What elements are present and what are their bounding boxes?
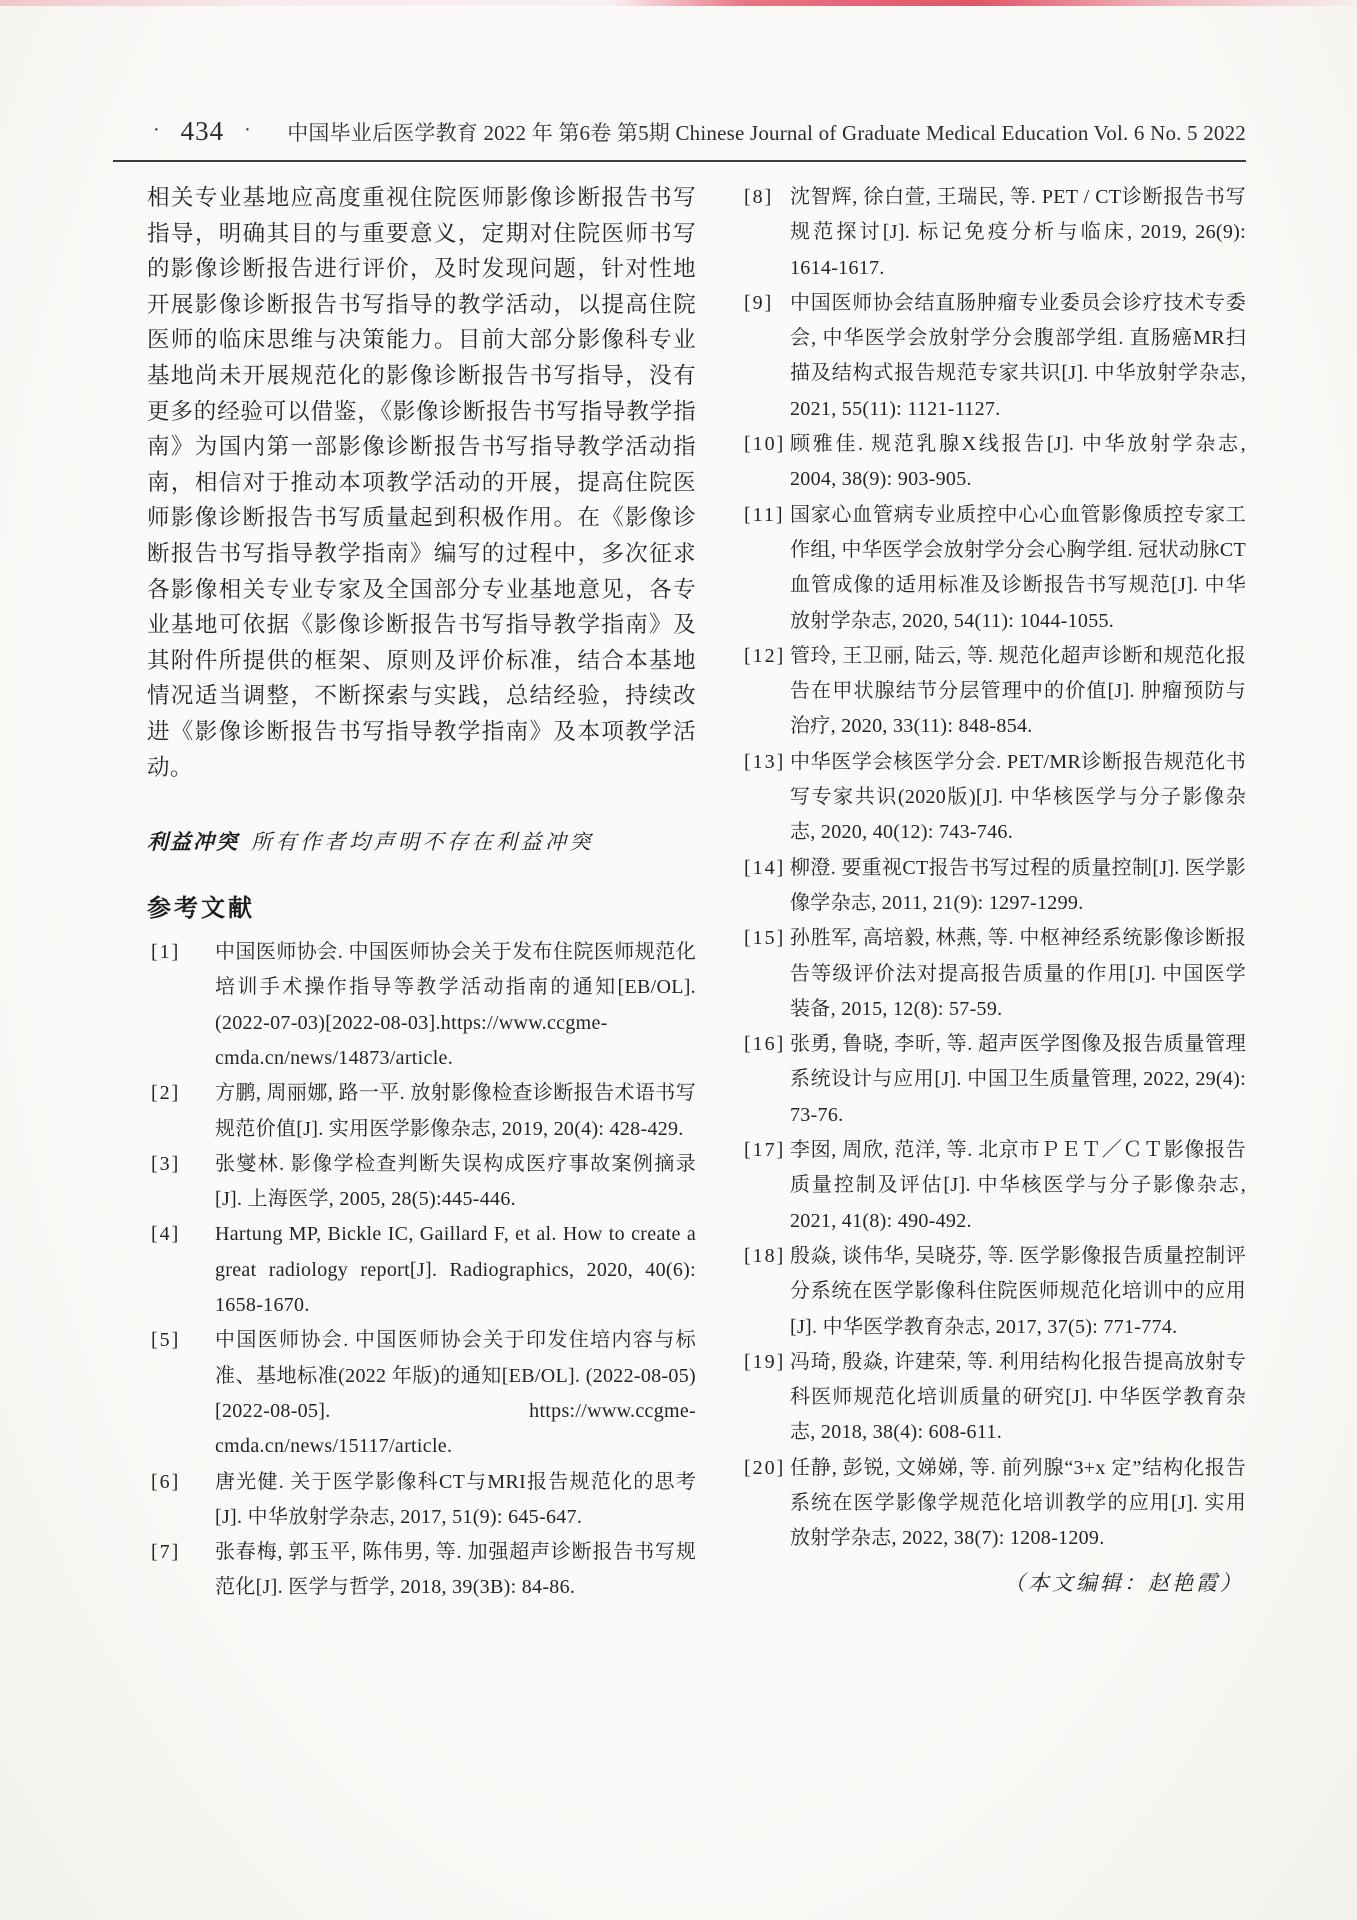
right-column: [700, 180, 1246, 1597]
reference-item: [700, 427, 1246, 498]
coi-label: 利益冲突: [147, 830, 239, 855]
reference-item: [147, 1465, 696, 1536]
reference-item: [700, 745, 1246, 851]
reference-item: [700, 286, 1246, 427]
reference-text: 张勇, 鲁晓, 李昕, 等. 超声医学图像及报告质量管理系统设计与应用[J]. 中国卫生质量管理, 2022, 29(4): 73-76.: [790, 1033, 1246, 1126]
reference-item: [700, 921, 1246, 1027]
references-heading: 参考文献: [147, 895, 255, 923]
reference-item: [700, 1027, 1246, 1133]
reference-item: [700, 851, 1246, 922]
reference-number: [19]: [744, 1350, 786, 1373]
reference-number: [3]: [151, 1152, 181, 1175]
reference-item: [700, 498, 1246, 639]
reference-item: [700, 639, 1246, 745]
reference-text: 张燮林. 影像学检查判断失误构成医疗事故案例摘录[J]. 上海医学, 2005, 28(5):445-446.: [215, 1152, 696, 1211]
reference-number: [12]: [744, 644, 786, 667]
page-header: [133, 116, 1246, 147]
reference-item: [147, 1147, 696, 1218]
page-number-dot-right: ·: [244, 119, 252, 141]
references-list-right: [700, 180, 1246, 1557]
reference-number: [9]: [744, 291, 774, 314]
body-paragraph: 相关专业基地应高度重视住院医师影像诊断报告书写指导，明确其目的与重要意义，定期对住院医师书写的影像诊断报告进行评价，及时发现问题，针对性地开展影像诊断报告书写指导的教学活动，以提高住院医师的临床思维与决策能力。目前大部分影像科专业基地尚未开展规范化的影像诊断报告书写指导，没有更多的经验可以借鉴，《影像诊断报告书写指导教学指南》为国内第一部影像诊断报告书写指导教学活动指南，相信对于推动本项教学活动的开展，提高住院医师影像诊断报告书写质量起到积极作用。在《影像诊断报告书写指导教学指南》编写的过程中，多次征求各影像相关专业专家及全国部分专业基地意见，各专业基地可依据《影像诊断报告书写指导教学指南》及其附件所提供的框架、原则及评价标准，结合本基地情况适当调整，不断探索与实践，总结经验，持续改进《影像诊断报告书写指导教学指南》及本项教学活动。: [147, 185, 696, 780]
reference-item: [700, 1451, 1246, 1557]
reference-text: 中国医师协会结直肠肿瘤专业委员会诊疗技术专委会, 中华医学会放射学分会腹部学组. 直肠癌MR扫描及结构式报告规范专家共识[J]. 中华放射学杂志, 2021, 55(11): 1121-1127.: [790, 291, 1246, 420]
reference-text: 冯琦, 殷焱, 许建荣, 等. 利用结构化报告提高放射专科医师规范化培训质量的研究[J]. 中华医学教育杂志, 2018, 38(4): 608-611.: [790, 1350, 1246, 1444]
reference-number: [6]: [151, 1470, 181, 1493]
editor-note: （本文编辑：赵艳霞）: [1004, 1570, 1244, 1595]
reference-number: [15]: [744, 927, 786, 950]
reference-text: 孙胜军, 高培毅, 林燕, 等. 中枢神经系统影像诊断报告等级评价法对提高报告质量的作用[J]. 中国医学装备, 2015, 12(8): 57-59.: [790, 927, 1246, 1020]
reference-item: [700, 1133, 1246, 1239]
reference-number: [4]: [151, 1223, 181, 1246]
reference-text: 方鹏, 周丽娜, 路一平. 放射影像检查诊断报告术语书写规范价值[J]. 实用医学影像杂志, 2019, 20(4): 428-429.: [215, 1082, 696, 1140]
reference-item: [147, 1076, 696, 1147]
journal-title-line: 中国毕业后医学教育 2022 年 第6卷 第5期 Chinese Journal of Graduate Medical Education Vol. 6 No. 5 2022: [287, 121, 1246, 145]
reference-text: 国家心血管病专业质控中心心血管影像质控专家工作组, 中华医学会放射学分会心胸学组. 冠状动脉CT血管成像的适用标准及诊断报告书写规范[J]. 中华放射学杂志, 2020, 54(11): 1044-1055.: [790, 503, 1246, 632]
reference-number: [1]: [151, 941, 181, 964]
reference-text: Hartung MP, Bickle IC, Gaillard F, et al. How to create a great radiology report[J]. Radiographics, 2020, 40(6): 1658-1670.: [215, 1223, 696, 1317]
reference-text: 柳澄. 要重视CT报告书写过程的质量控制[J]. 医学影像学杂志, 2011, 21(9): 1297-1299.: [790, 856, 1246, 914]
reference-item: [700, 1345, 1246, 1451]
reference-number: [8]: [744, 186, 774, 208]
reference-item: [700, 1239, 1246, 1345]
reference-text: 中国医师协会. 中国医师协会关于发布住院医师规范化培训手术操作指导等教学活动指南的通知[EB/OL]. (2022-07-03)[2022-08-03].https://www.ccgme-cmda.cn/news/14873/article.: [215, 941, 696, 1069]
references-list-left: [147, 935, 696, 1606]
reference-text: 任静, 彭锐, 文娣娣, 等. 前列腺“3+x 定”结构化报告系统在医学影像学规范化培训教学的应用[J]. 实用放射学杂志, 2022, 38(7): 1208-1209.: [790, 1456, 1246, 1550]
coi-statement: 所有作者均声明不存在利益冲突: [251, 830, 594, 855]
reference-number: [10]: [744, 433, 786, 456]
reference-number: [11]: [744, 503, 785, 526]
reference-text: 管玲, 王卫丽, 陆云, 等. 规范化超声诊断和规范化报告在甲状腺结节分层管理中的价值[J]. 肿瘤预防与治疗, 2020, 33(11): 848-854.: [790, 644, 1246, 738]
reference-text: 殷焱, 谈伟华, 吴晓芬, 等. 医学影像报告质量控制评分系统在医学影像科住院医师规范化培训中的应用[J]. 中华医学教育杂志, 2017, 37(5): 771-774.: [790, 1244, 1246, 1338]
reference-text: 唐光健. 关于医学影像科CT与MRI报告规范化的思考[J]. 中华放射学杂志, 2017, 51(9): 645-647.: [215, 1470, 696, 1528]
scan-edge-artifact: [0, 0, 1357, 6]
page-number-value: 434: [180, 116, 225, 146]
reference-number: [20]: [744, 1456, 786, 1479]
reference-number: [5]: [151, 1329, 181, 1352]
reference-number: [2]: [151, 1082, 181, 1105]
page-number-dot-left: ·: [153, 119, 161, 141]
left-column: [147, 180, 696, 1606]
reference-item: [147, 1323, 696, 1464]
reference-number: [17]: [744, 1139, 786, 1162]
reference-number: [14]: [744, 856, 786, 879]
reference-text: 张春梅, 郭玉平, 陈伟男, 等. 加强超声诊断报告书写规范化[J]. 医学与哲学, 2018, 39(3B): 84-86.: [215, 1541, 696, 1599]
header-rule: [113, 160, 1246, 162]
reference-item: [147, 935, 696, 1076]
conflict-of-interest-line: [147, 826, 696, 856]
reference-item: [147, 1535, 696, 1606]
reference-item: [147, 1217, 696, 1323]
reference-text: 沈智辉, 徐白萱, 王瑞民, 等. PET / CT诊断报告书写规范探讨[J]. 标记免疫分析与临床, 2019, 26(9): 1614-1617.: [790, 186, 1246, 279]
reference-text: 中华医学会核医学分会. PET/MR诊断报告规范化书写专家共识(2020版)[J]. 中华核医学与分子影像杂志, 2020, 40(12): 743-746.: [790, 750, 1246, 844]
reference-text: 李囡, 周欣, 范洋, 等. 北京市ＰＥＴ／ＣＴ影像报告质量控制及评估[J]. 中华核医学与分子影像杂志, 2021, 41(8): 490-492.: [790, 1139, 1246, 1232]
page-number: [133, 116, 272, 147]
reference-item: [700, 180, 1246, 286]
reference-number: [13]: [744, 750, 786, 773]
reference-text: 顾雅佳. 规范乳腺X线报告[J]. 中华放射学杂志, 2004, 38(9): 903-905.: [790, 433, 1246, 491]
reference-number: [18]: [744, 1244, 786, 1267]
reference-number: [16]: [744, 1033, 786, 1056]
reference-text: 中国医师协会. 中国医师协会关于印发住培内容与标准、基地标准(2022 年版)的通知[EB/OL]. (2022-08-05)[2022-08-05]. https://www.ccgme-cmda.cn/news/15117/article.: [215, 1329, 696, 1458]
reference-number: [7]: [151, 1541, 181, 1564]
